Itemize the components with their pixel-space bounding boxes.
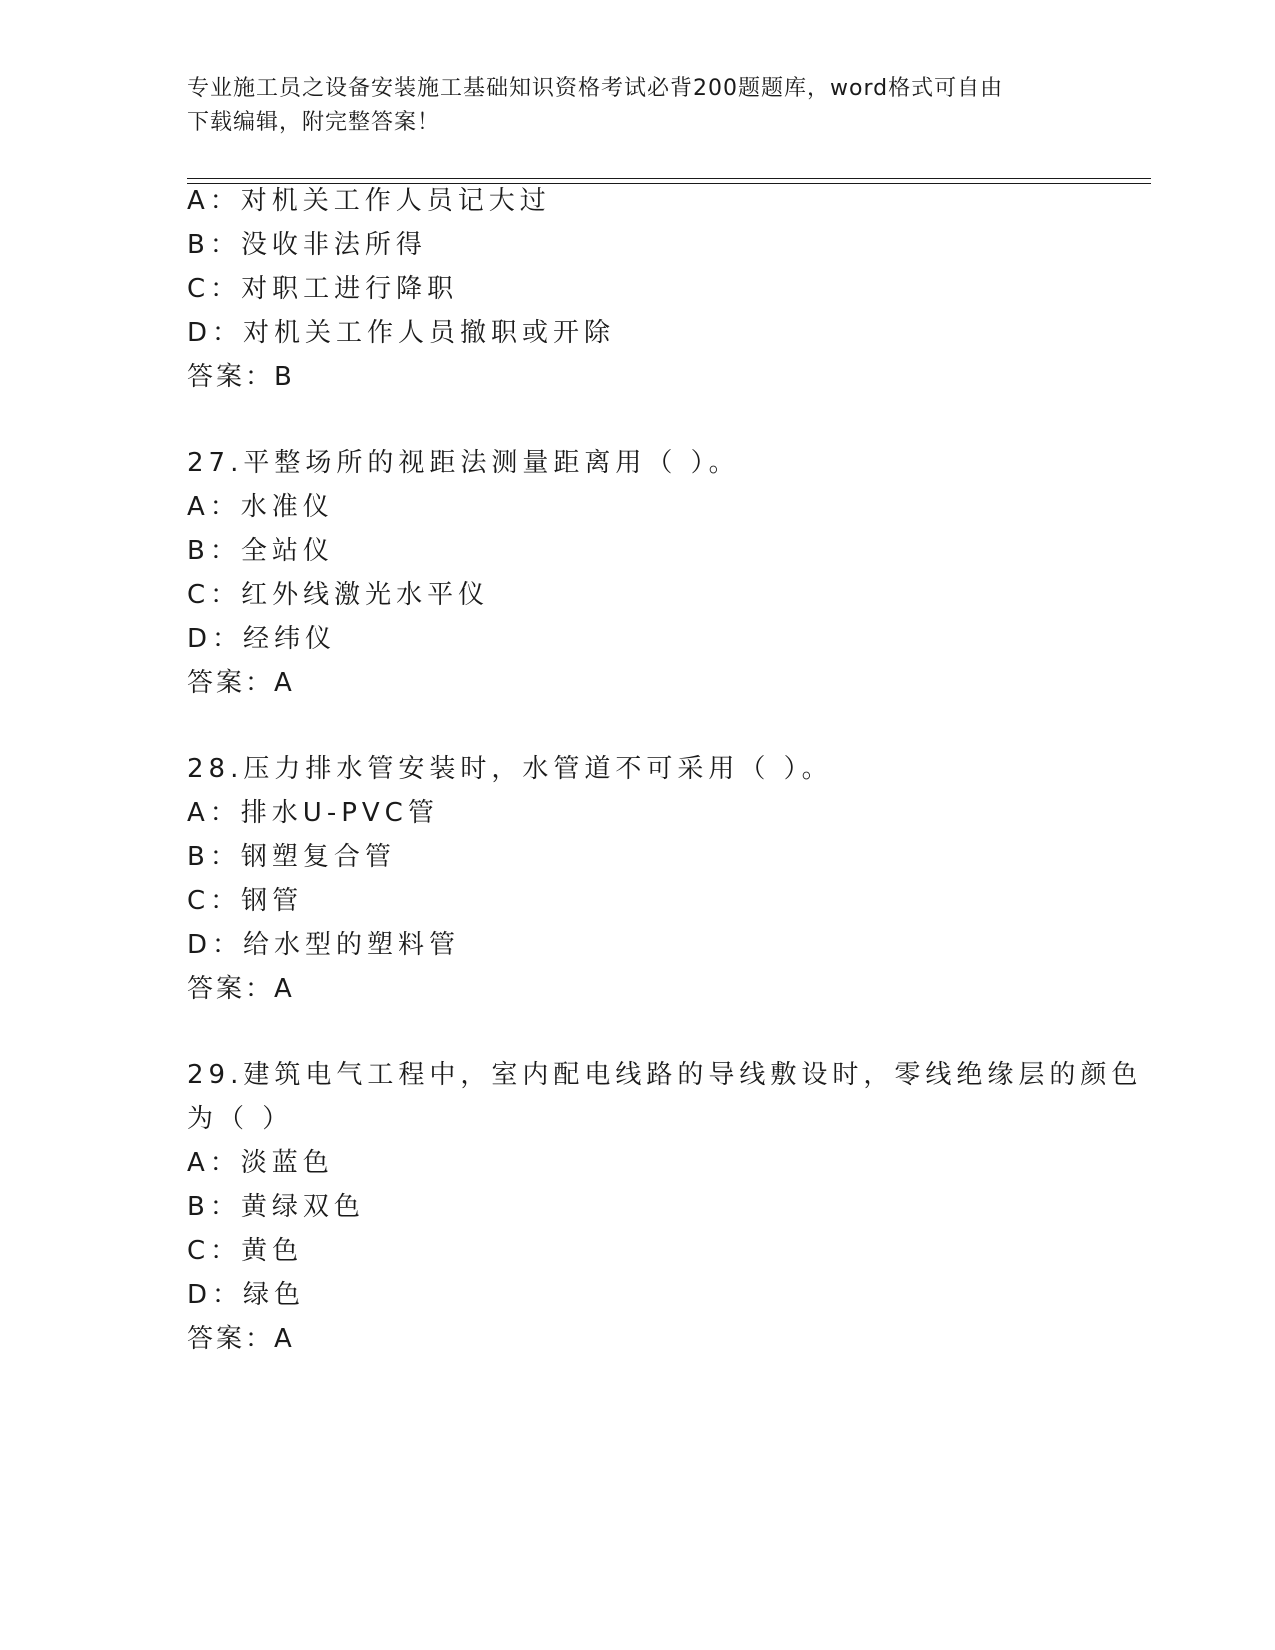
header-title-line-2: 下载编辑，附完整答案！ [187, 110, 441, 135]
q28-option-b: B：钢塑复合管 [187, 842, 396, 872]
q29-option-d: D：绿色 [187, 1280, 306, 1310]
q26-option-d: D：对机关工作人员撤职或开除 [187, 318, 616, 348]
q27-option-d: D：经纬仪 [187, 624, 337, 654]
q27-question: 27.平整场所的视距法测量距离用（ ）。 [187, 448, 740, 478]
q29-option-a: A：淡蓝色 [187, 1148, 334, 1178]
q28-option-c: C：钢管 [187, 886, 304, 916]
q28-question: 28.压力排水管安装时，水管道不可采用（ ）。 [187, 754, 833, 784]
document-header [187, 72, 1077, 140]
header-title-line-1: 专业施工员之设备安装施工基础知识资格考试必背200题题库，word格式可自由 [187, 76, 1004, 101]
q29-answer: 答案：A [187, 1324, 295, 1354]
q26-option-c: C：对职工进行降职 [187, 274, 459, 304]
q26-answer: 答案：B [187, 362, 295, 392]
q28-option-a: A：排水U-PVC管 [187, 798, 439, 828]
q28-answer: 答案：A [187, 974, 295, 1004]
q29-option-b: B：黄绿双色 [187, 1192, 365, 1222]
q29-question-line-2: 为（ ） [187, 1104, 294, 1134]
q28-option-d: D：给水型的塑料管 [187, 930, 461, 960]
q27-option-b: B：全站仪 [187, 536, 334, 566]
q27-answer: 答案：A [187, 668, 295, 698]
header-divider-top [187, 178, 1151, 179]
q27-option-a: A：水准仪 [187, 492, 334, 522]
q26-option-b: B：没收非法所得 [187, 230, 427, 260]
q29-option-c: C：黄色 [187, 1236, 304, 1266]
q27-option-c: C：红外线激光水平仪 [187, 580, 490, 610]
q26-option-a: A：对机关工作人员记大过 [187, 186, 551, 216]
q29-question-line-1: 29.建筑电气工程中，室内配电线路的导线敷设时，零线绝缘层的颜色 [187, 1060, 1143, 1090]
